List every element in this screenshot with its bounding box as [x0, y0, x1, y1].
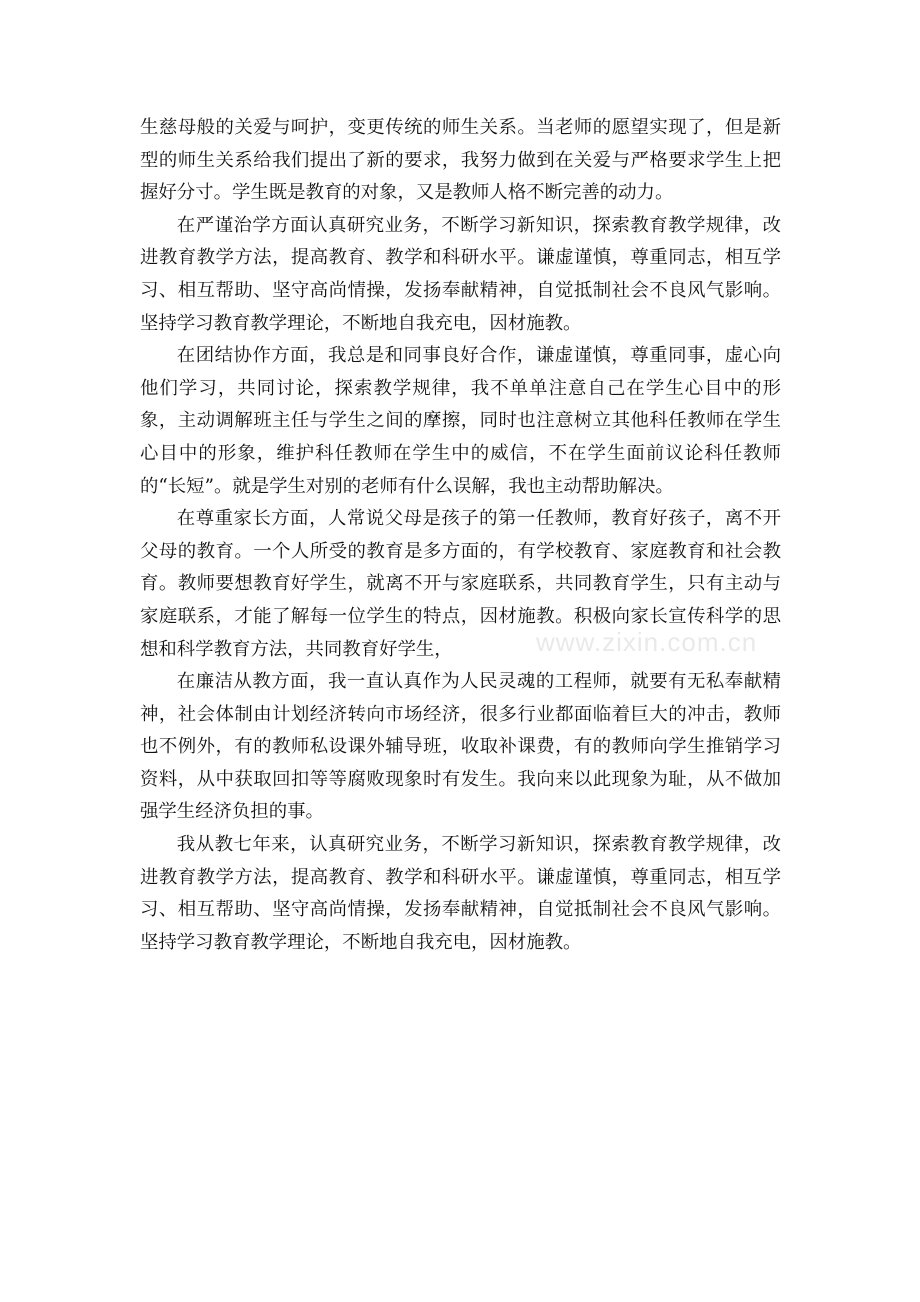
- paragraph-integrity: 在廉洁从教方面，我一直认真作为人民灵魂的工程师，就要有无私奉献精神，社会体制由计划经济转向市场经济，很多行业都面临着巨大的冲击，教师也不例外，有的教师私设课外辅导班，收取补课费，有的教师向学生推销学习资料，从中获取回扣等等腐败现象时有发生。我向来以此现象为耻，从不做加强学生经济负担的事。: [140, 671, 781, 823]
- paragraph-respect-parents: 在尊重家长方面，人常说父母是孩子的第一任教师，教育好孩子，离不开父母的教育。一个人所受的教育是多方面的，有学校教育、家庭教育和社会教育。教师要想教育好学生，就离不开与家庭联系，共同教育学生，只有主动与家庭联系，才能了解每一位学生的特点，因材施教。积极向家长宣传科学的思想和科学教育方法，共同教育好学生，: [140, 508, 781, 660]
- paragraph-rigorous-scholarship: 在严谨治学方面认真研究业务，不断学习新知识，探索教育教学规律，改进教育教学方法，提高教育、教学和科研水平。谦虚谨慎，尊重同志，相互学习、相互帮助、坚守高尚情操，发扬奉献精神，自觉抵制社会不良风气影响。坚持学习教育教学理论，不断地自我充电，因材施教。: [140, 214, 781, 334]
- paragraph-seven-years: 我从教七年来，认真研究业务，不断学习新知识，探索教育教学规律，改进教育教学方法，提高教育、教学和科研水平。谦虚谨慎，尊重同志，相互学习、相互帮助、坚守高尚情操，发扬奉献精神，自觉抵制社会不良风气影响。 坚持学习教育教学理论，不断地自我充电，因材施教。: [140, 834, 781, 953]
- watermark-text: www.zixin.com.cn: [536, 627, 758, 657]
- paragraph-teamwork: 在团结协作方面，我总是和同事良好合作，谦虚谨慎，尊重同事，虚心向他们学习，共同讨论，探索教学规律，我不单单注意自己在学生心目中的形象，主动调解班主任与学生之间的摩擦，同时也注意树立其他科任教师在学生心目中的形象，维护科任教师在学生中的威信，不在学生面前议论科任教师的“长短”。就是学生对别的老师有什么误解，我也主动帮助解决。: [140, 345, 781, 497]
- paragraph-continuation: 生慈母般的关爱与呵护，变更传统的师生关系。当老师的愿望实现了，但是新型的师生关系给我们提出了新的要求，我努力做到在关爱与严格要求学生上把握好分寸。学生既是教育的对象，又是教师人格不断完善的动力。: [140, 117, 781, 204]
- document-body: [140, 112, 781, 959]
